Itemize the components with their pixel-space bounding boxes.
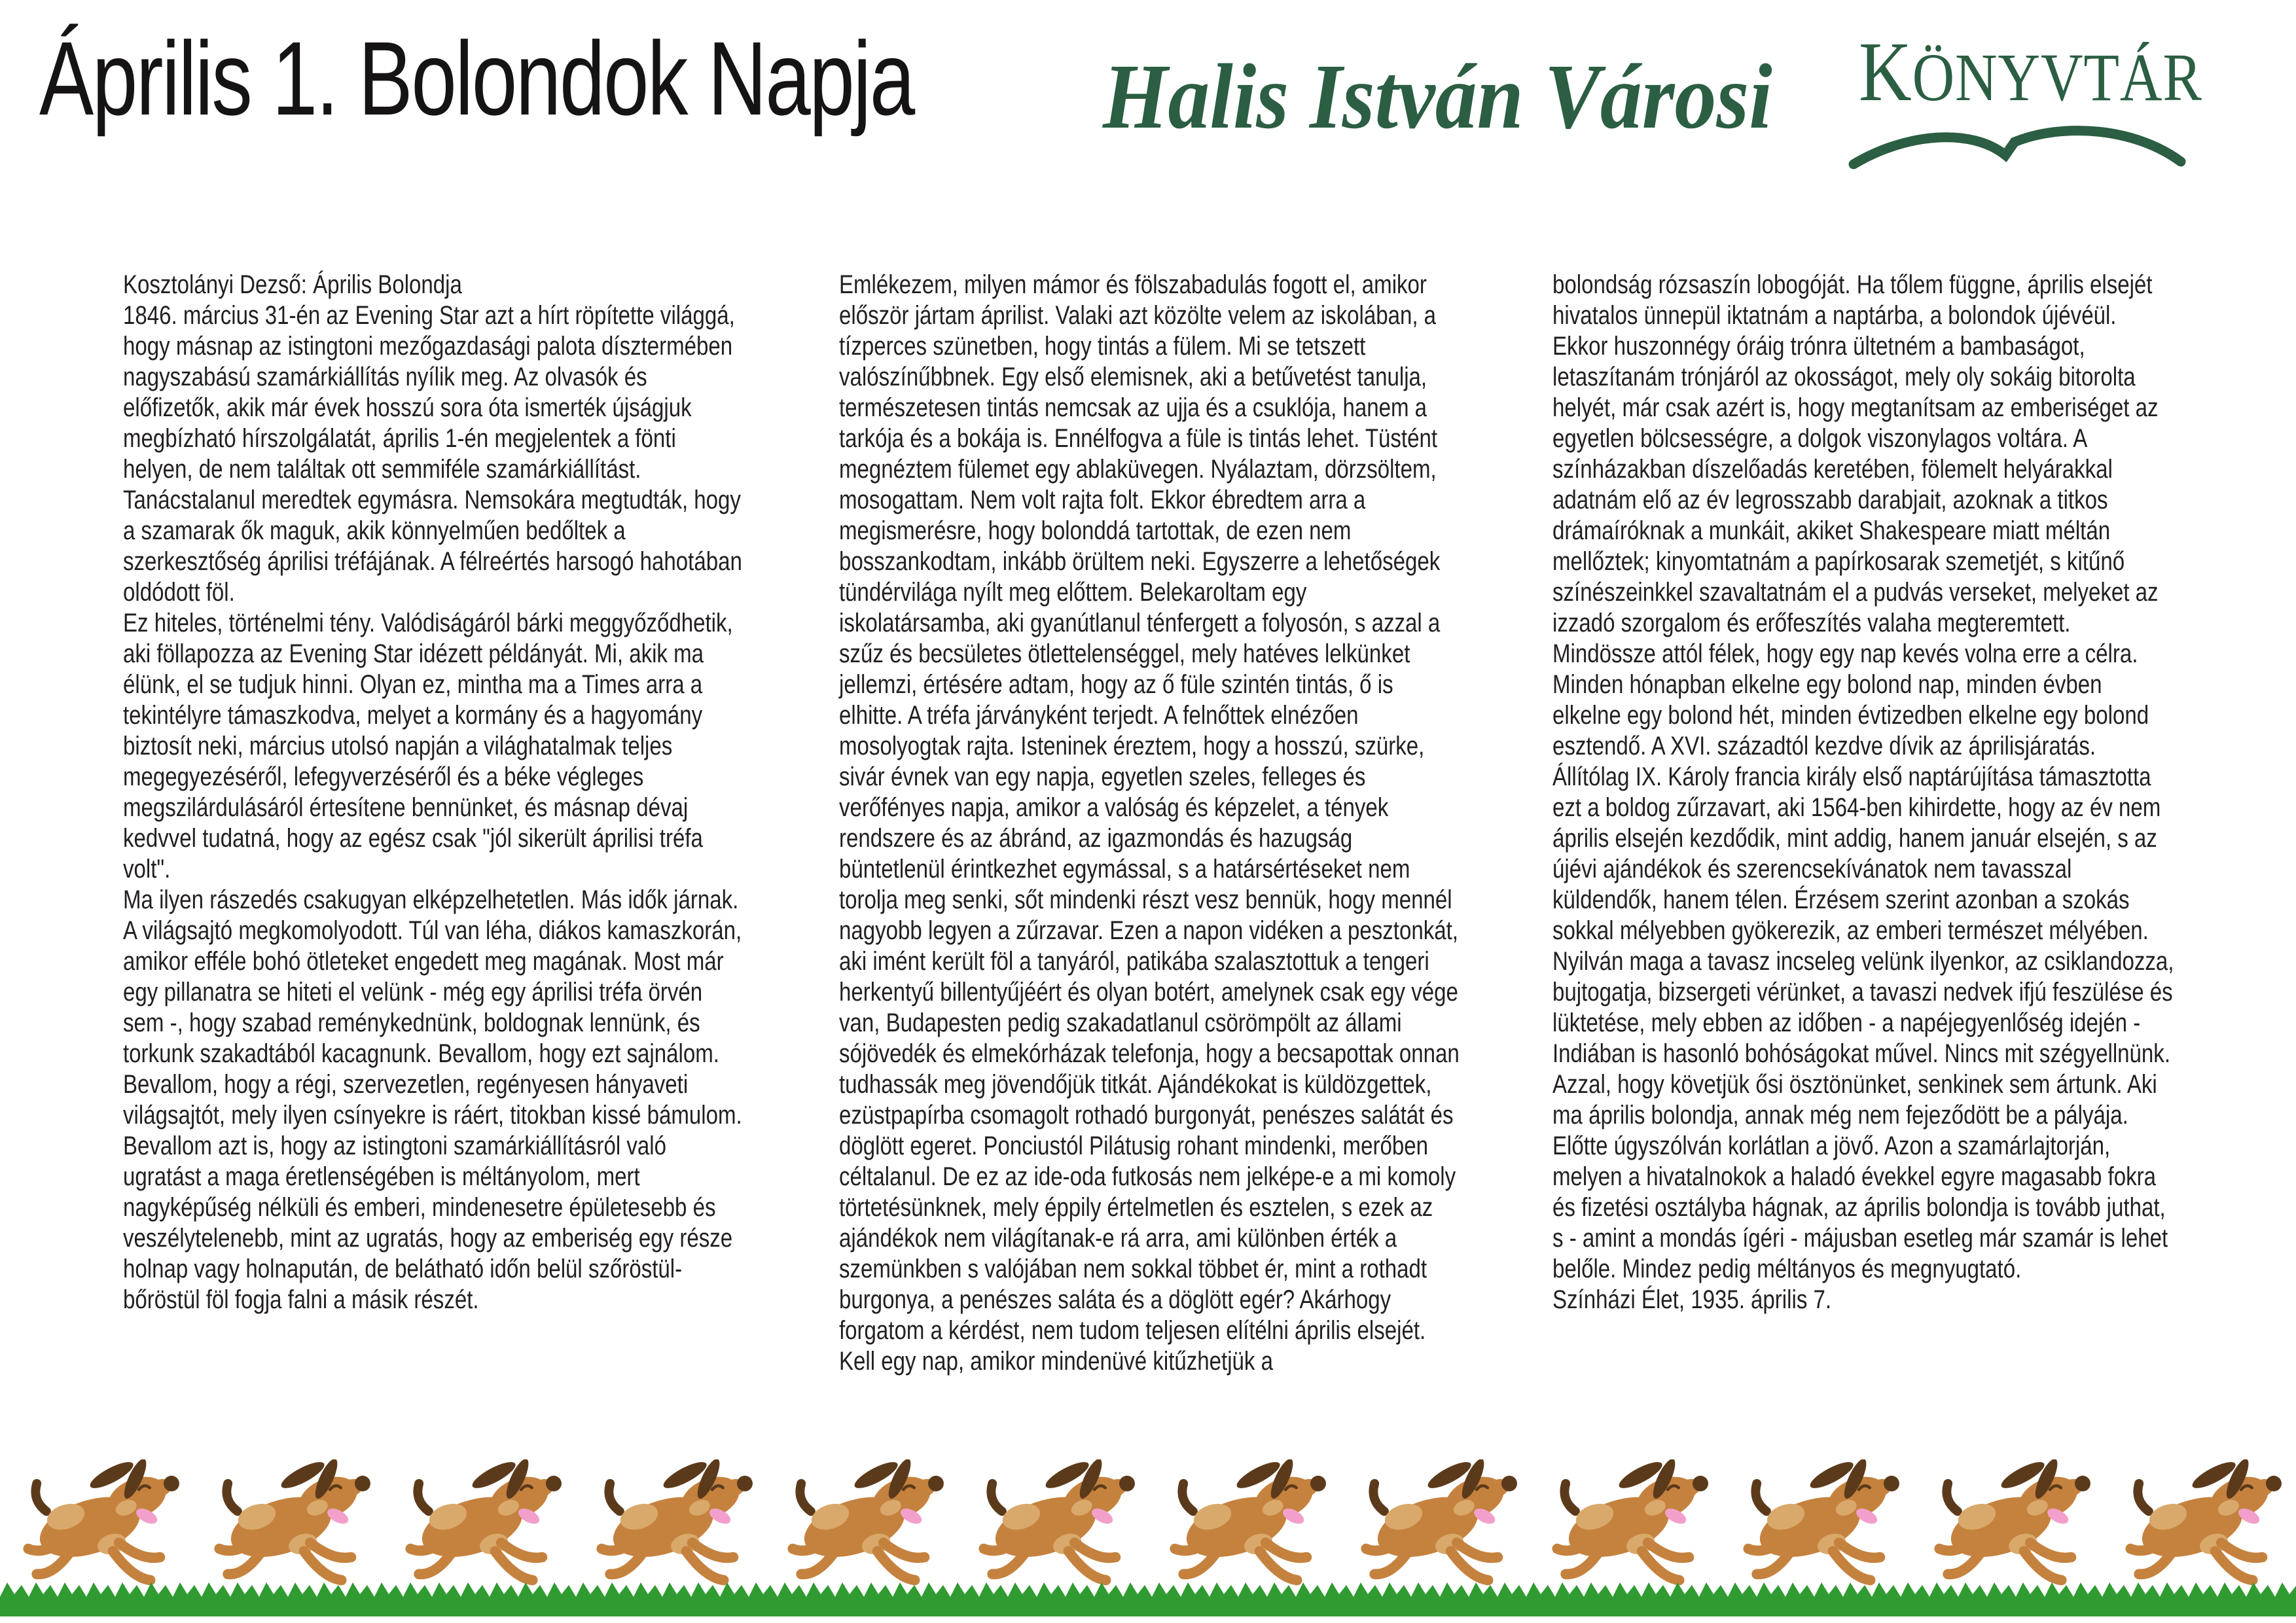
- open-book-icon: [1847, 121, 2187, 172]
- running-dog-icon: [410, 1458, 562, 1580]
- logo-konyvtar-block: [1859, 27, 2258, 172]
- running-dog-icon: [1557, 1458, 1708, 1580]
- article-column-3: [1552, 270, 2174, 1315]
- article-paragraph: Ez hiteles, történelmi tény. Valódiságáról bárki meggyőződhetik, aki föllapozza az Evening Star idézett példányát. Mi, akik ma élünk, el se tudjuk hinni. Olyan ez, mintha ma a Times arra a tekintélyre támaszkodva, melyet a kormány és a hagyomány biztosít neki, március utolsó napján a világhatalmak teljes megegyezéséről, lefegyverzéséről és a béke végleges megszilárdulásáról értesítene bennünket, és másnap dévaj kedvvel tudatná, hogy az egész csak "jól sikerült áprilisi tréfa volt".: [123, 609, 733, 883]
- article-paragraph: Emlékezem, milyen mámor és fölszabadulás fogott el, amikor először jártam áprilist. Valaki azt közölte velem az iskolában, a tízperces szünetben, hogy tintás a fülem. Mi se tetszett valószínűbbnek. Egy első elemisnek, aki a betűvetést tanulja, természetesen tintás nemcsak az ujja és a csuklója, hanem a tarkója és a bokája is. Ennélfogva a füle is tintás lehet. Tüstént megnéztem fülemet egy ablaküvegen. Nyálaztam, dörzsöltem, mosogattam. Nem volt rajta folt. Ekkor ébredtem arra a megismerésre, hogy bolonddá tartottak, de ezen nem bosszankodtam, inkább örültem neki. Egyszerre a lehetőségek tündérvilága nyílt meg előttem. Belekaroltam egy iskolatársamba, aki gyanútlanul ténfergett a folyosón, s azzal a szűz és becsületes ötlettelenséggel, mely hatéves lelkünket jellemzi, értésére adtam, hogy az ő füle szintén tintás, ő is elhitte. A tréfa járványként terjedt. A felnőttek elnézően mosolyogtak rajta. Isteninek éreztem, hogy a hosszú, szürke, sivár évnek van egy napja, egyetlen szeles, felleges és verőfényes napja, amikor a valóság és képzelet, a tények rendszere és az ábránd, az igazmondás és hazugság büntetlenül érintkezhet egymással, s a határsértéseket nem torolja meg senki, sőt mindenki részt vesz bennük, hogy mennél nagyobb legyen a zűrzavar. Ezen a napon vidéken a pesztonkát, aki imént került föl a tanyáról, patikába szalasztottuk a tengeri herkentyű billentyűjéért és olyan botért, amelynek csak egy vége van, Budapesten pedig szakadatlanul csörömpölt az állami sójövedék és elmekórházak telefonja, hogy a becsapottak onnan tudhassák meg jövendőjük titkát. Ajándékokat is küldözgettek, ezüstpapírba csomagolt rothadó burgonyát, penészes salátát és döglött egeret. Ponciustól Pilátusig rohant mindenki, merőben céltalanul. De ez az ide-oda futkosás nem jelképe-e a mi komoly törtetésünknek, mely éppily értelmetlen és esztelen, s ezek az ajándékok nem világítanak-e rá arra, ami különben érték a szemünkben s valójában nem sokkal többet ér, mint a rothadt burgonya, a penészes saláta és a döglött egér? Akárhogy forgatom a kérdést, nem tudom teljesen elítélni április elsejét. Kell egy nap, amikor mindenüvé kitűzhetjük a: [839, 270, 1460, 1376]
- running-dog-icon: [1939, 1458, 2090, 1580]
- running-dog-icon: [601, 1458, 753, 1580]
- running-dog-icon: [1366, 1458, 1517, 1580]
- running-dog-icon: [793, 1458, 944, 1580]
- grass-border: [0, 1580, 2296, 1616]
- running-dog-icon: [2130, 1458, 2282, 1580]
- article-paragraph: Ma ilyen rászedés csakugyan elképzelhetetlen. Más idők járnak. A világsajtó megkomolyodott. Túl van léha, diákos kamaszkorán, amikor efféle bohó ötleteket engedett meg magának. Most már egy pillanatra se hiteti el velünk - még egy áprilisi tréfa örvén sem -, hogy szabad reménykednünk, boldognak lennünk, és torkunk szakadtából kacagnunk. Bevallom, hogy ezt sajnálom. Bevallom, hogy a régi, szervezetlen, regényesen hányaveti világsajtót, mely ilyen csínyekre is ráért, titokban kissé bámulom. Bevallom azt is, hogy az istingtoni szamárkiállításról való ugratást a maga éretlenségében is méltányolom, mert nagyképűség nélküli és emberi, mindenesetre épületesebb és veszélytelenebb, mint az ugratás, hogy az emberiség egy része holnap vagy holnapután, de belátható időn belül szőröstül-bőröstül föl fogja falni a másik részét.: [123, 885, 742, 1314]
- article-column-1: [123, 270, 745, 1315]
- running-dogs-border: [0, 1458, 2296, 1592]
- library-logo: [1103, 27, 2258, 172]
- running-dog-icon: [1748, 1458, 1899, 1580]
- page-title: Április 1. Bolondok Napja: [39, 20, 914, 137]
- running-dog-icon: [1175, 1458, 1326, 1580]
- article-column-2: [839, 270, 1461, 1377]
- article-heading: Kosztolányi Dezső: Április Bolondja: [123, 270, 462, 299]
- article-source-line: Színházi Élet, 1935. április 7.: [1552, 1285, 1832, 1314]
- logo-library-name: Halis István Városi: [1103, 45, 1773, 148]
- article-paragraph: 1846. március 31-én az Evening Star azt a hírt röpítette világgá, hogy másnap az istingtoni mezőgazdasági palota dísztermében nagyszabású szamárkiállítás nyílik meg. Az olvasók és előfizetők, akik már évek hosszú sora óta ismerték újságjuk megbízható hírszolgálatát, április 1-én megjelentek a fönti helyen, de nem találtak ott semmiféle szamárkiállítást. Tanácstalanul meredtek egymásra. Nemsokára megtudták, hogy a szamarak ők maguk, akik könnyelműen bedőltek a szerkesztőség áprilisi tréfájának. A félreértés harsogó hahotában oldódott föl.: [123, 301, 742, 607]
- article-paragraph: bolondság rózsaszín lobogóját. Ha tőlem függne, április elsejét hivatalos ünnepül iktatnám a naptárba, a bolondok újévéül. Ekkor huszonnégy óráig trónra ültetném a bambaságot, letaszítanám trónjáról az okosságot, mely oly sokáig bitorolta helyét, már csak azért is, hogy megtanítsam az emberiséget az egyetlen bölcsességre, a dolgok viszonylagos voltára. A színházakban díszelőadás keretében, fölemelt helyárakkal adatnám elő az év legrosszabb darabjait, azoknak a titkos drámaíróknak a munkáit, akiket Shakespeare miatt méltán mellőztek; kinyomtatnám a papírkosarak szemetjét, s kitűnő színészeinkkel szavaltatnám el a pudvás verseket, melyeket az izzadó szorgalom és erőfeszítés valaha megteremtett. Mindössze attól félek, hogy egy nap kevés volna erre a célra. Minden hónapban elkelne egy bolond nap, minden évben elkelne egy bolond hét, minden évtizedben elkelne egy bolond esztendő. A XVI. századtól kezdve dívik az áprilisjáratás. Állítólag IX. Károly francia király első naptárújítása támasztotta ezt a boldog zűrzavart, aki 1564-ben kihirdette, hogy az év nem április elsején kezdődik, mint addig, hanem január elsején, s az újévi ajándékok és szerencsekívánatok nem tavasszal küldendők, hanem télen. Érzésem szerint azonban a szokás sokkal mélyebben gyökerezik, az emberi természet mélyében. Nyilván maga a tavasz incseleg velünk ilyenkor, az csiklandozza, bujtogatja, bizsergeti vérünket, a tavaszi nedvek ifjú feszülése és lüktetése, mely ebben az időben - a napéjegyenlőség idején - Indiában is hasonló bohóságokat művel. Nincs mit szégyellnünk. Azzal, hogy követjük ősi ösztönünket, senkinek sem ártunk. Aki ma április bolondja, annak még nem fejeződött be a pályája. Előtte úgyszólván korlátlan a jövő. Azon a szamárlajtorján, melyen a hivatalnokok a haladó évekkel egyre magasabb fokra és fizetési osztályba hágnak, az április bolondja is tovább juthat, s - amint a mondás ígéri - májusban esetleg már szamár is lehet belőle. Mindez pedig méltányos és megnyugtató.: [1552, 270, 2174, 1283]
- running-dog-icon: [984, 1458, 1135, 1580]
- logo-konyvtar-text: KÖNYVTÁR: [1858, 25, 2202, 119]
- running-dog-icon: [219, 1458, 370, 1580]
- running-dog-icon: [28, 1458, 179, 1580]
